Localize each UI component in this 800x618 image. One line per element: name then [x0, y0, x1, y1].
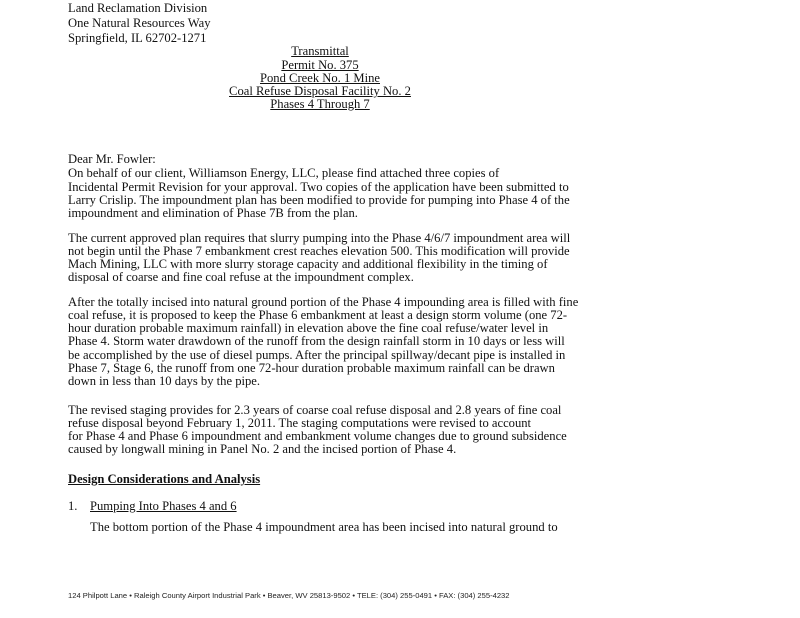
- text-line: down in less than 10 days by the pipe.: [68, 374, 261, 388]
- text-line: The revised staging provides for 2.3 years of coarse coal refuse disposal and 2.8 years of fine coal: [68, 403, 562, 417]
- address-line: Springfield, IL 62702-1271: [68, 31, 207, 45]
- subject-line: Permit No. 375: [281, 58, 359, 72]
- text-line: hour duration probable maximum rainfall) in elevation above the fine coal refuse/water level in: [68, 321, 549, 335]
- text-line: Mach Mining, LLC with more slurry storage capacity and additional flexibility in the timing of: [68, 257, 548, 271]
- address-line: Land Reclamation Division: [68, 1, 208, 15]
- text-line: Phase 4. Storm water drawdown of the runoff from the design rainfall storm in 10 days or less will: [68, 334, 565, 348]
- text-line: be accomplished by the use of diesel pumps. After the principal spillway/decant pipe is installed in: [68, 348, 566, 362]
- text-line: Incidental Permit Revision for your approval. Two copies of the application have been submitted to: [68, 180, 569, 194]
- text-line: caused by longwall mining in Panel No. 2 and the incised portion of Phase 4.: [68, 442, 457, 456]
- text-line: for Phase 4 and Phase 6 impoundment and embankment volume changes due to ground subsidence: [68, 429, 567, 443]
- section-heading: Design Considerations and Analysis: [68, 472, 261, 486]
- item-title: Pumping Into Phases 4 and 6: [90, 499, 237, 513]
- text-line: Phase 7, Stage 6, the runoff from one 72-hour duration probable maximum rainfall can be drawn: [68, 361, 555, 375]
- text-line: On behalf of our client, Williamson Energy, LLC, please find attached three copies of: [68, 166, 500, 180]
- text-line: The current approved plan requires that slurry pumping into the Phase 4/6/7 impoundment area will: [68, 231, 571, 245]
- subject-line: Transmittal: [291, 44, 349, 58]
- item-number: 1.: [68, 499, 78, 513]
- text-line: not begin until the Phase 7 embankment crest reaches elevation 500. This modification will provide: [68, 244, 570, 258]
- address-line: One Natural Resources Way: [68, 16, 211, 30]
- text-line: refuse disposal beyond February 1, 2011. The staging computations were revised to account: [68, 416, 532, 430]
- letterhead-footer: 124 Philpott Lane • Raleigh County Airport Industrial Park • Beaver, WV 25813-9502 • TELE: (304) 255-0491 • FAX: (304) 255-4232: [68, 591, 510, 600]
- subject-line: Coal Refuse Disposal Facility No. 2: [229, 84, 411, 98]
- text-line: After the totally incised into natural ground portion of the Phase 4 impounding area is filled with fine: [68, 295, 579, 309]
- text-line: impoundment and elimination of Phase 7B from the plan.: [68, 206, 358, 220]
- text-line: Larry Crislip. The impoundment plan has been modified to provide for pumping into Phase 4 of the: [68, 193, 570, 207]
- subject-line: Pond Creek No. 1 Mine: [260, 71, 380, 85]
- text-line: disposal of coarse and fine coal refuse at the impoundment complex.: [68, 270, 414, 284]
- text-line: coal refuse, it is proposed to keep the Phase 6 embankment at least a design storm volume (one 72-: [68, 308, 568, 322]
- subject-line: Phases 4 Through 7: [270, 97, 370, 111]
- salutation: Dear Mr. Fowler:: [68, 152, 156, 166]
- item-body: The bottom portion of the Phase 4 impoundment area has been incised into natural ground to: [90, 520, 558, 534]
